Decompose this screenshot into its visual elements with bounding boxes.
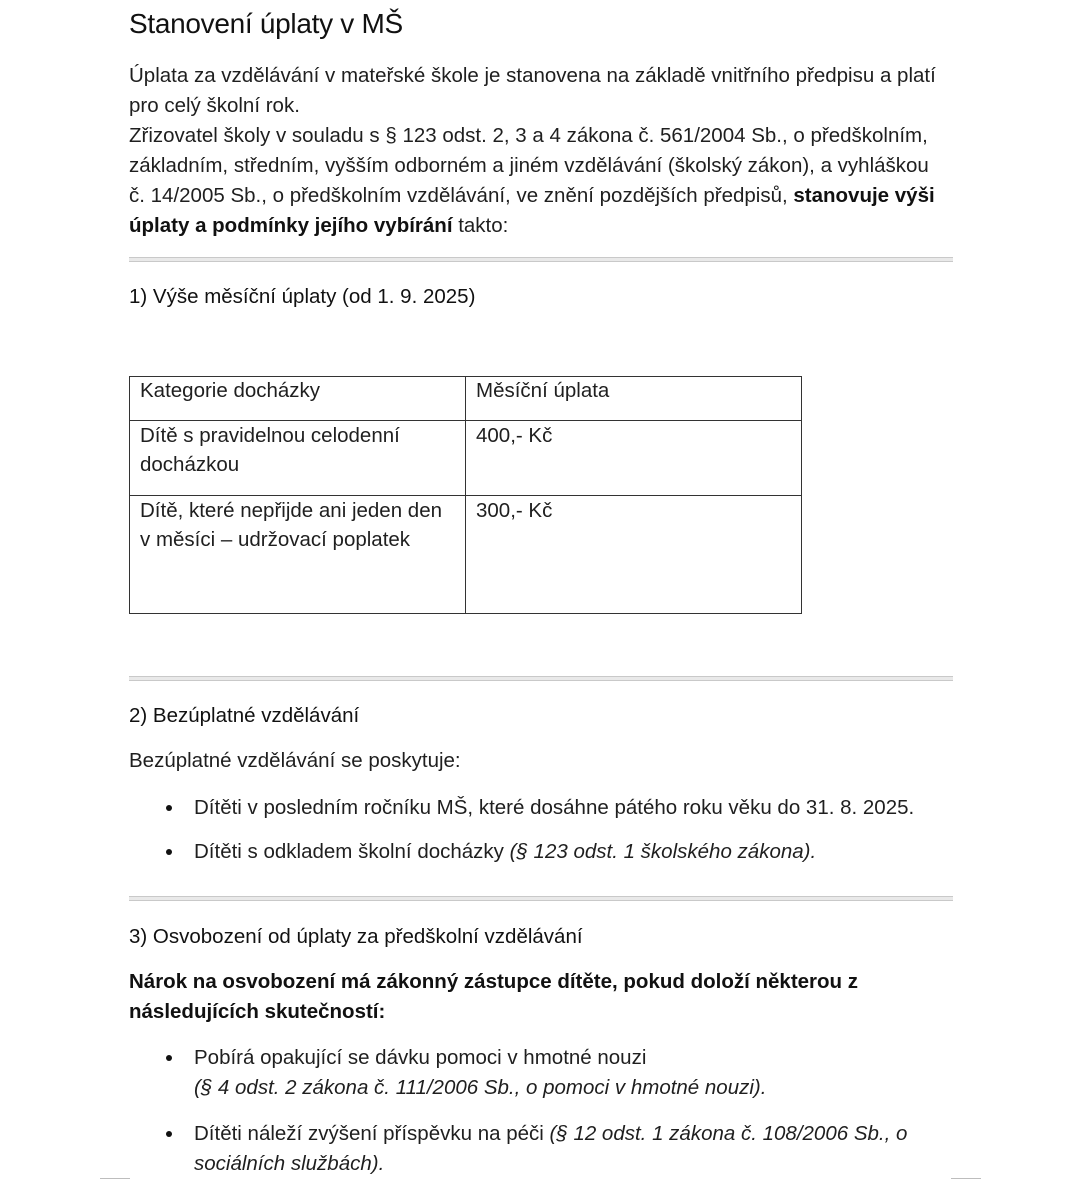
table-row (130, 496, 802, 614)
list-item-text: Dítěti v posledním ročníku MŠ, které dosáhne pátého roku věku do 31. 8. 2025. (194, 796, 915, 819)
list-item-text: Pobírá opakující se dávku pomoci v hmotné nouzi (194, 1046, 647, 1069)
section-3-list (129, 1043, 959, 1195)
intro-paragraph-1: Úplata za vzdělávání v mateřské škole je stanovena na základě vnitřního předpisu a platí pro celý školní rok. (129, 64, 936, 117)
divider-3 (129, 896, 953, 901)
section-2-lead: Bezúplatné vzdělávání se poskytuje: (129, 749, 461, 772)
list-item (129, 793, 959, 823)
list-item-citation: (§ 123 odst. 1 školského zákona). (509, 840, 817, 863)
list-item-text: Dítěti náleží zvýšení příspěvku na péči (194, 1122, 550, 1145)
table-cell-fee: 300,- Kč (466, 496, 802, 614)
section-3-claim: Nárok na osvobození má zákonný zástupce dítěte, pokud doloží některou z následujících skutečností: (129, 970, 859, 1023)
list-item (129, 1043, 959, 1103)
intro-paragraph-2-suffix: takto: (452, 214, 509, 237)
list-item (129, 837, 959, 867)
intro-paragraph-2 (129, 121, 949, 241)
fee-table (129, 376, 802, 614)
table-cell-category: Dítě, které nepřijde ani jeden den v měsíci – udržovací poplatek (130, 496, 466, 614)
fee-table-header-fee: Měsíční úplata (466, 377, 802, 421)
fee-table-header-row (130, 377, 802, 421)
table-cell-fee: 400,- Kč (466, 421, 802, 496)
list-item (129, 1119, 959, 1179)
intro-paragraph-2-bold: stanovuje výši úplaty a podmínky jejího vybírání (129, 184, 935, 237)
section-2-list (129, 793, 959, 881)
divider-2 (129, 676, 953, 681)
list-item-text: Dítěti s odkladem školní docházky (194, 840, 510, 863)
page-title: Stanovení úplaty v MŠ (129, 8, 403, 39)
section-1-title: 1) Výše měsíční úplaty (od 1. 9. 2025) (129, 285, 476, 308)
table-row (130, 421, 802, 496)
section-2-title: 2) Bezúplatné vzdělávání (129, 704, 360, 727)
list-item-citation: (§ 4 odst. 2 zákona č. 111/2006 Sb., o pomoci v hmotné nouzi). (194, 1076, 767, 1099)
intro-text (129, 61, 949, 241)
page-corner-mark-right (951, 1178, 981, 1179)
fee-table-header-category: Kategorie docházky (130, 377, 466, 421)
divider-1 (129, 257, 953, 262)
section-3-title: 3) Osvobození od úplaty za předškolní vzdělávání (129, 925, 583, 948)
page-corner-mark-left (100, 1178, 130, 1179)
table-cell-category: Dítě s pravidelnou celodenní docházkou (130, 421, 466, 496)
list-item-citation: (§ 12 odst. 1 zákona č. 108/2006 Sb., o sociálních službách). (194, 1122, 908, 1175)
intro-paragraph-2-text: Zřizovatel školy v souladu s § 123 odst. 2, 3 a 4 zákona č. 561/2004 Sb., o předškolním, základním, středním, vyšším odborném a jiném vzdělávání (školský zákon), a vyhláškou č. 14/2005 Sb., o předškolním vzdělávání, ve znění pozdějších předpisů, (129, 124, 929, 207)
